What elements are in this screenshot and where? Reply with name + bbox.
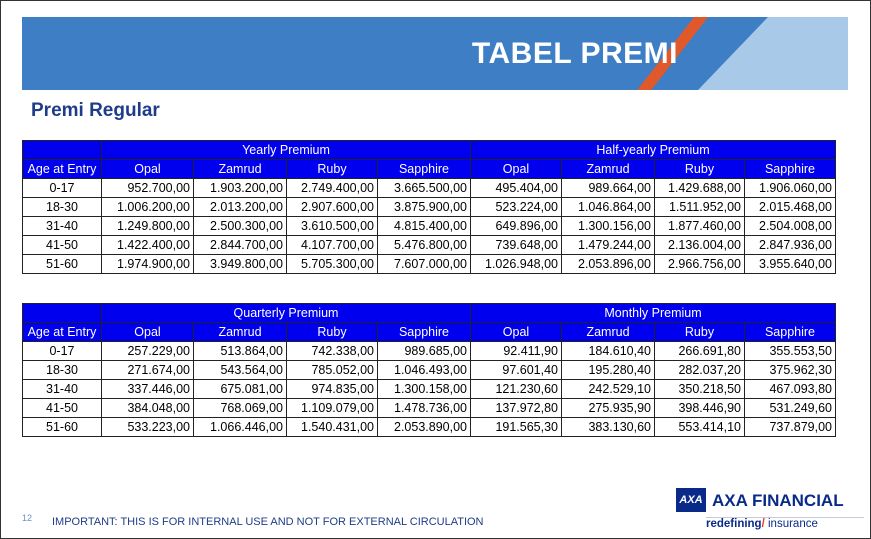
column-header: Ruby: [287, 323, 378, 342]
table-row: [23, 179, 836, 198]
premium-cell: 785.052,00: [287, 361, 378, 380]
premium-cell: 1.478.736,00: [378, 399, 471, 418]
premium-cell: 1.906.060,00: [745, 179, 836, 198]
axa-logo-mark: [676, 488, 706, 512]
premium-cell: 1.300.158,00: [378, 380, 471, 399]
premium-cell: 275.935,90: [562, 399, 655, 418]
premium-cell: 3.955.640,00: [745, 255, 836, 274]
premium-cell: 1.422.400,00: [102, 236, 194, 255]
premium-cell: 543.564,00: [194, 361, 287, 380]
premium-cell: 5.705.300,00: [287, 255, 378, 274]
premium-cell: 1.046.493,00: [378, 361, 471, 380]
premium-cell: 2.015.468,00: [745, 198, 836, 217]
age-cell: 41-50: [23, 236, 102, 255]
table-row: [23, 399, 836, 418]
axa-logo-mark-text: AXA: [679, 494, 703, 506]
column-header: Sapphire: [745, 160, 836, 179]
premium-cell: 1.300.156,00: [562, 217, 655, 236]
table-row: [23, 361, 836, 380]
title-banner: [22, 17, 848, 90]
premium-cell: 4.815.400,00: [378, 217, 471, 236]
premium-cell: 2.847.936,00: [745, 236, 836, 255]
premium-cell: 2.136.004,00: [655, 236, 745, 255]
page-title: TABEL PREMI: [471, 37, 678, 70]
premium-cell: 266.691,80: [655, 342, 745, 361]
table-row: [23, 380, 836, 399]
age-cell: 51-60: [23, 418, 102, 437]
premium-cell: 989.685,00: [378, 342, 471, 361]
premium-cell: 649.896,00: [471, 217, 562, 236]
corner-cell: [23, 141, 102, 160]
premium-cell: 2.500.300,00: [194, 217, 287, 236]
premium-cell: 271.674,00: [102, 361, 194, 380]
age-header: Age at Entry: [23, 160, 102, 179]
premium-cell: 737.879,00: [745, 418, 836, 437]
premium-cell: 2.053.896,00: [562, 255, 655, 274]
premium-cell: 191.565,30: [471, 418, 562, 437]
group-header-row: [23, 141, 836, 160]
table-row: [23, 198, 836, 217]
premium-cell: 1.249.800,00: [102, 217, 194, 236]
premium-cell: 242.529,10: [562, 380, 655, 399]
premium-cell: 2.053.890,00: [378, 418, 471, 437]
page-number: 12: [22, 513, 33, 523]
group-header: Monthly Premium: [471, 304, 836, 323]
age-cell: 31-40: [23, 380, 102, 399]
tagline-rest: insurance: [764, 518, 818, 530]
logo-name: AXA FINANCIAL: [712, 491, 844, 510]
premium-cell: 184.610,40: [562, 342, 655, 361]
premium-cell: 742.338,00: [287, 342, 378, 361]
premium-cell: 3.875.900,00: [378, 198, 471, 217]
column-header: Ruby: [287, 160, 378, 179]
premium-cell: 3.949.800,00: [194, 255, 287, 274]
logo-tagline: [706, 518, 818, 530]
premium-cell: 282.037,20: [655, 361, 745, 380]
premium-cell: 375.962,30: [745, 361, 836, 380]
premium-cell: 531.249,60: [745, 399, 836, 418]
premium-cell: 2.844.700,00: [194, 236, 287, 255]
premium-cell: 5.476.800,00: [378, 236, 471, 255]
premium-cell: 92.411,90: [471, 342, 562, 361]
age-header: Age at Entry: [23, 323, 102, 342]
premium-cell: 513.864,00: [194, 342, 287, 361]
premium-cell: 1.877.460,00: [655, 217, 745, 236]
premium-cell: 739.648,00: [471, 236, 562, 255]
tagline-bold: redefining: [706, 518, 762, 530]
premium-cell: 3.610.500,00: [287, 217, 378, 236]
table-row: [23, 217, 836, 236]
corner-cell: [23, 304, 102, 323]
column-header: Opal: [102, 160, 194, 179]
age-cell: 0-17: [23, 342, 102, 361]
section-subtitle: Premi Regular: [31, 100, 160, 121]
age-cell: 18-30: [23, 198, 102, 217]
premium-cell: 523.224,00: [471, 198, 562, 217]
column-header-row: [23, 160, 836, 179]
column-header: Sapphire: [745, 323, 836, 342]
premium-cell: 1.026.948,00: [471, 255, 562, 274]
column-header: Zamrud: [562, 323, 655, 342]
premium-cell: 195.280,40: [562, 361, 655, 380]
axa-financial-logo: [676, 485, 866, 535]
banner-light-panel: [698, 17, 848, 90]
premium-cell: 467.093,80: [745, 380, 836, 399]
column-header: Opal: [471, 160, 562, 179]
age-cell: 31-40: [23, 217, 102, 236]
premium-cell: 2.013.200,00: [194, 198, 287, 217]
premium-cell: 4.107.700,00: [287, 236, 378, 255]
premium-cell: 3.665.500,00: [378, 179, 471, 198]
column-header: Ruby: [655, 323, 745, 342]
premium-cell: 2.504.008,00: [745, 217, 836, 236]
premium-cell: 952.700,00: [102, 179, 194, 198]
premium-cell: 495.404,00: [471, 179, 562, 198]
premium-cell: 553.414,10: [655, 418, 745, 437]
premium-cell: 383.130,60: [562, 418, 655, 437]
column-header: Opal: [102, 323, 194, 342]
premium-cell: 337.446,00: [102, 380, 194, 399]
premium-cell: 1.540.431,00: [287, 418, 378, 437]
premium-cell: 675.081,00: [194, 380, 287, 399]
age-cell: 18-30: [23, 361, 102, 380]
group-header-row: [23, 304, 836, 323]
premium-cell: 1.479.244,00: [562, 236, 655, 255]
column-header: Ruby: [655, 160, 745, 179]
premium-cell: 1.109.079,00: [287, 399, 378, 418]
column-header: Sapphire: [378, 323, 471, 342]
group-header: Quarterly Premium: [102, 304, 471, 323]
premium-cell: 97.601,40: [471, 361, 562, 380]
premium-cell: 2.907.600,00: [287, 198, 378, 217]
column-header-row: [23, 323, 836, 342]
premium-cell: 1.066.446,00: [194, 418, 287, 437]
premium-cell: 121.230,60: [471, 380, 562, 399]
premium-cell: 257.229,00: [102, 342, 194, 361]
premium-cell: 1.511.952,00: [655, 198, 745, 217]
age-cell: 41-50: [23, 399, 102, 418]
confidentiality-notice: IMPORTANT: THIS IS FOR INTERNAL USE AND NOT FOR EXTERNAL CIRCULATION: [52, 516, 484, 528]
premium-cell: 768.069,00: [194, 399, 287, 418]
column-header: Zamrud: [562, 160, 655, 179]
premium-cell: 1.903.200,00: [194, 179, 287, 198]
premium-cell: 398.446,90: [655, 399, 745, 418]
premium-cell: 1.006.200,00: [102, 198, 194, 217]
column-header: Zamrud: [194, 160, 287, 179]
premium-cell: 1.429.688,00: [655, 179, 745, 198]
group-header: Half-yearly Premium: [471, 141, 836, 160]
age-cell: 51-60: [23, 255, 102, 274]
group-header: Yearly Premium: [102, 141, 471, 160]
premium-cell: 533.223,00: [102, 418, 194, 437]
premium-cell: 1.974.900,00: [102, 255, 194, 274]
premium-cell: 384.048,00: [102, 399, 194, 418]
premium-cell: 2.966.756,00: [655, 255, 745, 274]
premium-cell: 7.607.000,00: [378, 255, 471, 274]
table-row: [23, 342, 836, 361]
column-header: Sapphire: [378, 160, 471, 179]
table-row: [23, 255, 836, 274]
table-row: [23, 418, 836, 437]
table-row: [23, 236, 836, 255]
premium-cell: 355.553,50: [745, 342, 836, 361]
premium-cell: 2.749.400,00: [287, 179, 378, 198]
yearly-halfyearly-premium-table: [22, 140, 836, 274]
premium-cell: 350.218,50: [655, 380, 745, 399]
premium-cell: 1.046.864,00: [562, 198, 655, 217]
premium-cell: 989.664,00: [562, 179, 655, 198]
column-header: Zamrud: [194, 323, 287, 342]
premium-cell: 137.972,80: [471, 399, 562, 418]
column-header: Opal: [471, 323, 562, 342]
tagline-slash: /: [761, 518, 765, 530]
quarterly-monthly-premium-table: [22, 303, 836, 437]
age-cell: 0-17: [23, 179, 102, 198]
premium-cell: 974.835,00: [287, 380, 378, 399]
